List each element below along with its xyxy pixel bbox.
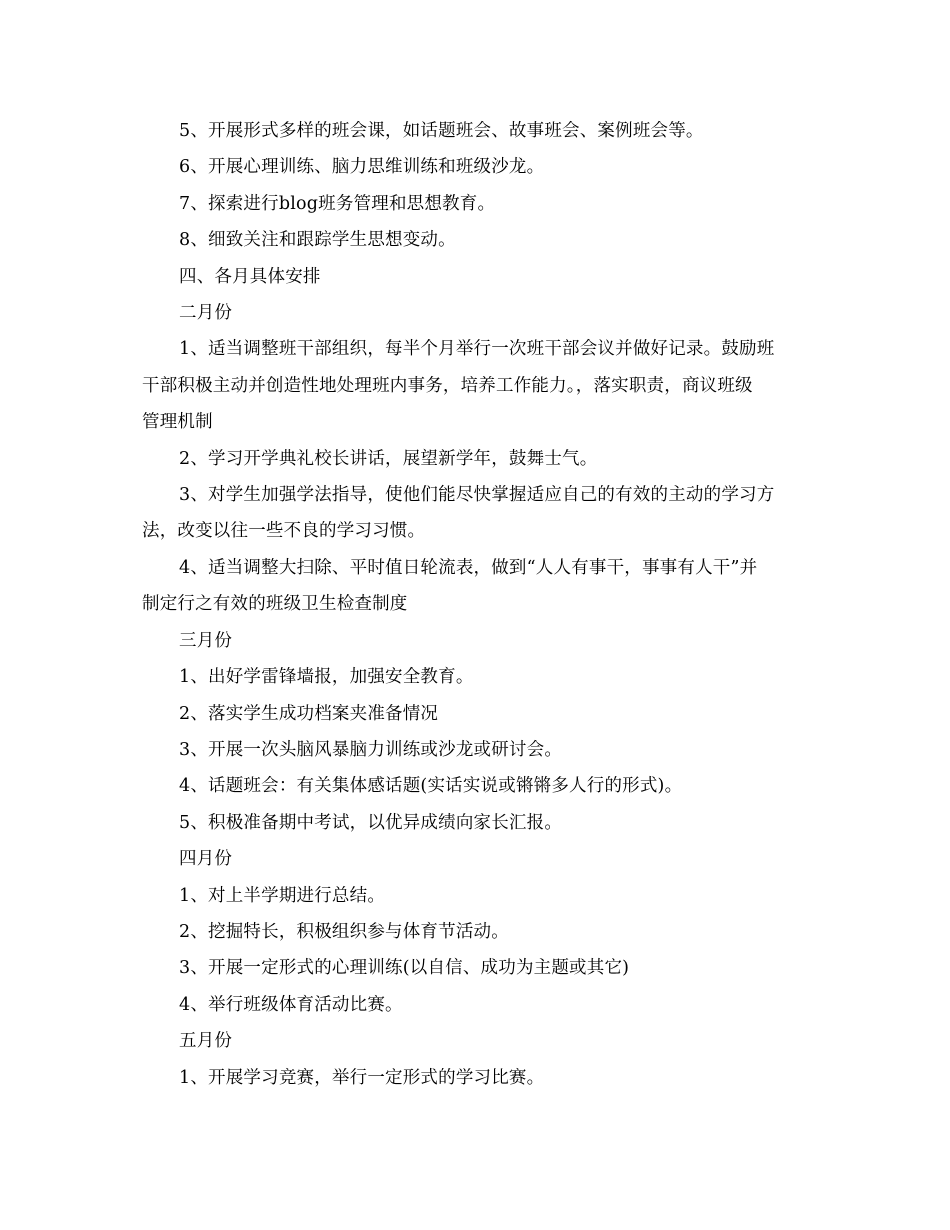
text-line: 干部积极主动并创造性地处理班内事务，培养工作能力。，落实职责，商议班级: [142, 375, 753, 396]
text-line: 8、细致关注和跟踪学生思想变动。: [179, 230, 456, 251]
text-line: 5、开展形式多样的班会课，如话题班会、故事班会、案例班会等。: [179, 121, 704, 141]
month-heading: 五月份: [179, 1031, 233, 1052]
text-line: 3、开展一定形式的心理训练(以自信、成功为主题或其它): [179, 958, 630, 979]
text-line: 1、开展学习竞赛，举行一定形式的学习比赛。: [179, 1067, 545, 1088]
text-line: 2、落实学生成功档案夹准备情况: [179, 703, 439, 724]
text-line: 4、适当调整大扫除、平时值日轮流表，做到“人人有事干，事事有人干”并: [179, 557, 758, 578]
text-line: 1、对上半学期进行总结。: [179, 885, 386, 906]
text-line: 3、开展一次头脑风暴脑力训练或沙龙或研讨会。: [179, 739, 563, 760]
month-heading: 三月份: [179, 630, 233, 651]
document-body: [142, 113, 812, 1096]
month-heading: 二月份: [179, 303, 233, 324]
text-line: 4、话题班会：有关集体感话题(实话实说或锵锵多人行的形式)。: [179, 776, 683, 797]
text-line: 制定行之有效的班级卫生检查制度: [142, 594, 408, 615]
text-line: 2、挖掘特长，积极组织参与体育节活动。: [179, 921, 509, 942]
text-line: 法，改变以往一些不良的学习习惯。: [142, 521, 426, 542]
text-line: 管理机制: [142, 412, 213, 433]
text-line: 5、积极准备期中考试，以优异成绩向家长汇报。: [179, 812, 563, 833]
text-line: 2、学习开学典礼校长讲话，展望新学年，鼓舞士气。: [179, 448, 598, 469]
text-line: 4、举行班级体育活动比赛。: [179, 994, 403, 1015]
text-line: 1、适当调整班干部组织，每半个月举行一次班干部会议并做好记录。鼓励班: [179, 339, 775, 360]
text-line: 3、对学生加强学法指导，使他们能尽快掌握适应自己的有效的主动的学习方: [179, 485, 775, 506]
text-line: 7、探索进行blog班务管理和思想教育。: [179, 193, 496, 214]
month-heading: 四月份: [179, 849, 233, 870]
text-line: 1、出好学雷锋墙报，加强安全教育。: [179, 667, 474, 688]
section-heading: 四、各月具体安排: [179, 266, 321, 287]
text-line: 6、开展心理训练、脑力思维训练和班级沙龙。: [179, 157, 545, 178]
